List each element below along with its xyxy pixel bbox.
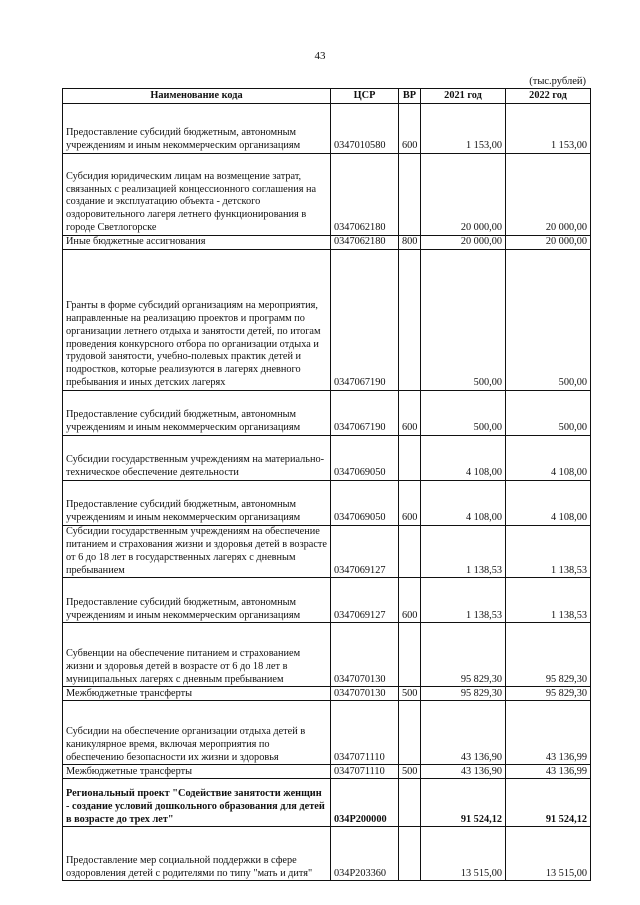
- header-csr: ЦСР: [331, 89, 399, 104]
- row-csr: 0347069127: [331, 526, 399, 578]
- row-2022: 95 829,30: [506, 623, 591, 687]
- table-row: [63, 104, 591, 154]
- row-vr: [399, 779, 421, 827]
- header-name: Наименование кода: [63, 89, 331, 104]
- row-vr: [399, 827, 421, 881]
- row-name: Субсидия юридическим лицам на возмещение затрат, связанных с реализацией концессионного соглашения на создание и эксплуатацию объекта - детского оздоровительного лагеря летнего функционирования в городе Светлогорске: [63, 154, 331, 236]
- table-row: [63, 623, 591, 687]
- header-2021: 2021 год: [421, 89, 506, 104]
- row-vr: 500: [399, 687, 421, 701]
- row-2021: 13 515,00: [421, 827, 506, 881]
- row-name: Предоставление субсидий бюджетным, автономным учреждениям и иным некоммерческим организациям: [63, 391, 331, 436]
- row-name: Предоставление мер социальной поддержки в сфере оздоровления детей с родителями по типу "мать и дитя": [63, 827, 331, 881]
- row-2022: 1 153,00: [506, 104, 591, 154]
- row-csr: 0347069127: [331, 578, 399, 623]
- row-2022: 500,00: [506, 391, 591, 436]
- row-csr: 0347070130: [331, 623, 399, 687]
- row-csr: 0347071110: [331, 765, 399, 779]
- table-header-row: [63, 89, 591, 104]
- row-csr: 0347071110: [331, 701, 399, 765]
- row-vr: 600: [399, 481, 421, 526]
- row-2021: 20 000,00: [421, 236, 506, 250]
- table-row: [63, 391, 591, 436]
- row-2022: 20 000,00: [506, 154, 591, 236]
- row-2021: 4 108,00: [421, 436, 506, 481]
- row-name: Гранты в форме субсидий организациям на мероприятия, направленные на реализацию проектов и программ по организации летнего отдыха и занятости детей, по итогам проведения конкурсного отбора по организации отдыха и трудовой занятости, учебно-полевых практик детей и подростков, которые реализуются в лагерях дневного пребывания и иных детских лагерях: [63, 250, 331, 391]
- row-csr: 034P200000: [331, 779, 399, 827]
- header-vr: ВР: [399, 89, 421, 104]
- row-vr: 600: [399, 104, 421, 154]
- row-2022: 13 515,00: [506, 827, 591, 881]
- row-csr: 0347069050: [331, 436, 399, 481]
- row-2021: 4 108,00: [421, 481, 506, 526]
- table-row: [63, 701, 591, 765]
- row-vr: 600: [399, 578, 421, 623]
- row-csr: 0347062180: [331, 154, 399, 236]
- row-2021: 1 138,53: [421, 578, 506, 623]
- budget-table: [62, 88, 591, 881]
- row-2022: 4 108,00: [506, 436, 591, 481]
- header-2022: 2022 год: [506, 89, 591, 104]
- row-2022: 1 138,53: [506, 578, 591, 623]
- table-body: [63, 104, 591, 881]
- row-2021: 91 524,12: [421, 779, 506, 827]
- row-2021: 20 000,00: [421, 154, 506, 236]
- row-2021: 1 138,53: [421, 526, 506, 578]
- row-csr: 0347062180: [331, 236, 399, 250]
- row-2021: 43 136,90: [421, 701, 506, 765]
- table-row: [63, 154, 591, 236]
- table-row: [63, 765, 591, 779]
- row-vr: [399, 154, 421, 236]
- row-2022: 43 136,99: [506, 701, 591, 765]
- row-2021: 500,00: [421, 391, 506, 436]
- table-row: [63, 827, 591, 881]
- row-csr: 0347070130: [331, 687, 399, 701]
- row-2022: 20 000,00: [506, 236, 591, 250]
- units-label: (тыс.рублей): [529, 76, 586, 87]
- row-2022: 1 138,53: [506, 526, 591, 578]
- row-csr: 0347067190: [331, 391, 399, 436]
- row-csr: 034P203360: [331, 827, 399, 881]
- row-2021: 500,00: [421, 250, 506, 391]
- table-row: [63, 526, 591, 578]
- row-2021: 1 153,00: [421, 104, 506, 154]
- row-name: Иные бюджетные ассигнования: [63, 236, 331, 250]
- row-csr: 0347010580: [331, 104, 399, 154]
- page-number: 43: [314, 50, 326, 62]
- row-name: Предоставление субсидий бюджетным, автономным учреждениям и иным некоммерческим организациям: [63, 578, 331, 623]
- table-row: [63, 236, 591, 250]
- row-2022: 91 524,12: [506, 779, 591, 827]
- row-vr: [399, 526, 421, 578]
- row-vr: [399, 436, 421, 481]
- row-2022: 43 136,99: [506, 765, 591, 779]
- row-name: Субсидии государственным учреждениям на материально-техническое обеспечение деятельности: [63, 436, 331, 481]
- row-vr: [399, 250, 421, 391]
- row-name: Региональный проект "Содействие занятости женщин - создание условий дошкольного образования для детей в возрасте до трех лет": [63, 779, 331, 827]
- row-name: Межбюджетные трансферты: [63, 687, 331, 701]
- row-name: Субсидии на обеспечение организации отдыха детей в каникулярное время, включая мероприятия по обеспечению безопасности их жизни и здоровья: [63, 701, 331, 765]
- row-2022: 4 108,00: [506, 481, 591, 526]
- table-row: [63, 481, 591, 526]
- row-csr: 0347067190: [331, 250, 399, 391]
- row-name: Субсидии государственным учреждениям на обеспечение питанием и страхования жизни и здоровья детей в возрасте от 6 до 18 лет в государственных лагерях с дневным пребыванием: [63, 526, 331, 578]
- table-row: [63, 687, 591, 701]
- table-row: [63, 779, 591, 827]
- row-vr: 500: [399, 765, 421, 779]
- table-row: [63, 436, 591, 481]
- row-vr: 800: [399, 236, 421, 250]
- row-vr: [399, 623, 421, 687]
- row-2021: 95 829,30: [421, 687, 506, 701]
- row-2022: 95 829,30: [506, 687, 591, 701]
- row-2022: 500,00: [506, 250, 591, 391]
- row-csr: 0347069050: [331, 481, 399, 526]
- row-vr: 600: [399, 391, 421, 436]
- row-vr: [399, 701, 421, 765]
- table-row: [63, 578, 591, 623]
- row-name: Субвенции на обеспечение питанием и страхованием жизни и здоровья детей в возрасте от 6 до 18 лет в муниципальных лагерях с дневным пребыванием: [63, 623, 331, 687]
- row-2021: 95 829,30: [421, 623, 506, 687]
- row-name: Предоставление субсидий бюджетным, автономным учреждениям и иным некоммерческим организациям: [63, 104, 331, 154]
- row-name: Межбюджетные трансферты: [63, 765, 331, 779]
- row-name: Предоставление субсидий бюджетным, автономным учреждениям и иным некоммерческим организациям: [63, 481, 331, 526]
- row-2021: 43 136,90: [421, 765, 506, 779]
- table-row: [63, 250, 591, 391]
